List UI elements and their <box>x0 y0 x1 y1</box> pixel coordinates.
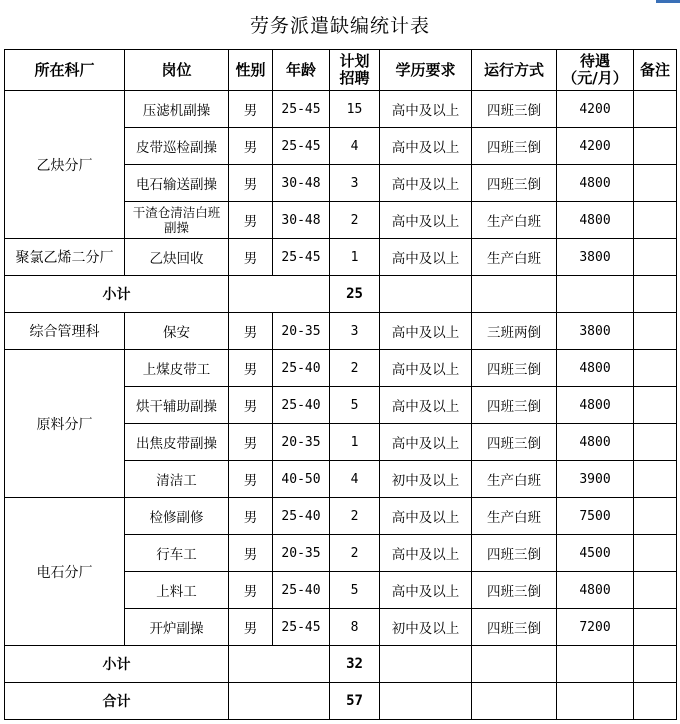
age-cell[interactable]: 25-45 <box>273 91 330 128</box>
post-cell[interactable]: 出焦皮带副操 <box>125 424 229 461</box>
header-dept[interactable]: 所在科厂 <box>5 50 125 91</box>
header-age[interactable]: 年龄 <box>273 50 330 91</box>
table-row <box>5 350 677 387</box>
gender-cell[interactable]: 男 <box>229 239 273 276</box>
post-cell[interactable]: 行车工 <box>125 535 229 572</box>
header-shift[interactable]: 运行方式 <box>472 50 557 91</box>
note-cell[interactable] <box>634 239 677 276</box>
age-cell[interactable]: 25-40 <box>273 387 330 424</box>
dept-cell-material[interactable]: 原料分厂 <box>5 350 125 498</box>
subtotal-label[interactable]: 小计 <box>5 646 229 683</box>
gender-cell[interactable]: 男 <box>229 128 273 165</box>
staffing-table <box>4 49 677 720</box>
pay-cell[interactable]: 4800 <box>557 165 634 202</box>
empty-cell[interactable] <box>634 646 677 683</box>
edu-cell[interactable]: 高中及以上 <box>380 424 472 461</box>
header-post[interactable]: 岗位 <box>125 50 229 91</box>
shift-cell[interactable]: 四班三倒 <box>472 535 557 572</box>
edu-cell[interactable]: 高中及以上 <box>380 239 472 276</box>
gender-cell[interactable]: 男 <box>229 165 273 202</box>
post-cell[interactable]: 开炉副操 <box>125 609 229 646</box>
empty-cell[interactable] <box>472 276 557 313</box>
note-cell[interactable] <box>634 572 677 609</box>
pay-cell[interactable]: 4800 <box>557 424 634 461</box>
post-cell[interactable]: 上料工 <box>125 572 229 609</box>
post-cell[interactable]: 清洁工 <box>125 461 229 498</box>
pay-cell[interactable]: 4800 <box>557 202 634 239</box>
age-cell[interactable]: 30-48 <box>273 165 330 202</box>
plan-cell[interactable]: 4 <box>330 128 380 165</box>
header-pay-line2: （元/月） <box>562 69 628 87</box>
note-cell[interactable] <box>634 165 677 202</box>
total-label[interactable]: 合计 <box>5 683 229 720</box>
plan-cell[interactable]: 4 <box>330 461 380 498</box>
empty-cell[interactable] <box>380 646 472 683</box>
plan-cell[interactable]: 15 <box>330 91 380 128</box>
empty-cell[interactable] <box>634 683 677 720</box>
edu-cell[interactable]: 初中及以上 <box>380 609 472 646</box>
dept-cell-admin[interactable]: 综合管理科 <box>5 313 125 350</box>
age-cell[interactable]: 25-40 <box>273 350 330 387</box>
pay-cell[interactable]: 4200 <box>557 91 634 128</box>
edu-cell[interactable]: 高中及以上 <box>380 91 472 128</box>
edu-cell[interactable]: 高中及以上 <box>380 572 472 609</box>
note-cell[interactable] <box>634 424 677 461</box>
pay-cell[interactable]: 4800 <box>557 387 634 424</box>
age-cell[interactable]: 25-40 <box>273 498 330 535</box>
empty-cell[interactable] <box>634 276 677 313</box>
pay-cell[interactable]: 3800 <box>557 239 634 276</box>
gender-cell[interactable]: 男 <box>229 313 273 350</box>
plan-cell[interactable]: 2 <box>330 202 380 239</box>
shift-cell[interactable]: 生产白班 <box>472 202 557 239</box>
empty-cell[interactable] <box>472 683 557 720</box>
dept-cell-pvc2[interactable]: 聚氯乙烯二分厂 <box>5 239 125 276</box>
subtotal-empty-cell[interactable] <box>229 276 330 313</box>
table-row <box>5 239 677 276</box>
note-cell[interactable] <box>634 202 677 239</box>
pay-cell[interactable]: 7500 <box>557 498 634 535</box>
header-gender[interactable]: 性别 <box>229 50 273 91</box>
total-empty-cell[interactable] <box>229 683 330 720</box>
pay-cell[interactable]: 4200 <box>557 128 634 165</box>
window-edge-accent <box>656 0 680 3</box>
note-cell[interactable] <box>634 535 677 572</box>
age-cell[interactable]: 25-45 <box>273 239 330 276</box>
gender-cell[interactable]: 男 <box>229 350 273 387</box>
subtotal-label[interactable]: 小计 <box>5 276 229 313</box>
post-cell[interactable]: 皮带巡检副操 <box>125 128 229 165</box>
shift-cell[interactable]: 四班三倒 <box>472 128 557 165</box>
note-cell[interactable] <box>634 498 677 535</box>
shift-cell[interactable]: 四班三倒 <box>472 572 557 609</box>
post-cell[interactable]: 上煤皮带工 <box>125 350 229 387</box>
subtotal-row <box>5 276 677 313</box>
note-cell[interactable] <box>634 91 677 128</box>
post-cell[interactable]: 干渣仓清洁白班副操 <box>125 202 229 239</box>
plan-cell[interactable]: 8 <box>330 609 380 646</box>
post-cell[interactable]: 压滤机副操 <box>125 91 229 128</box>
gender-cell[interactable]: 男 <box>229 461 273 498</box>
gender-cell[interactable]: 男 <box>229 387 273 424</box>
table-row <box>5 498 677 535</box>
empty-cell[interactable] <box>472 646 557 683</box>
edu-cell[interactable]: 初中及以上 <box>380 461 472 498</box>
note-cell[interactable] <box>634 609 677 646</box>
gender-cell[interactable]: 男 <box>229 91 273 128</box>
shift-cell[interactable]: 四班三倒 <box>472 91 557 128</box>
dept-cell-carbide[interactable]: 电石分厂 <box>5 498 125 646</box>
header-plan-line2: 招聘 <box>339 69 370 87</box>
plan-cell[interactable]: 1 <box>330 424 380 461</box>
plan-cell[interactable]: 2 <box>330 535 380 572</box>
plan-cell[interactable]: 3 <box>330 313 380 350</box>
plan-cell[interactable]: 5 <box>330 387 380 424</box>
pay-cell[interactable]: 3800 <box>557 313 634 350</box>
header-row <box>5 50 677 91</box>
post-cell[interactable]: 检修副修 <box>125 498 229 535</box>
shift-cell[interactable]: 四班三倒 <box>472 165 557 202</box>
shift-cell[interactable]: 生产白班 <box>472 239 557 276</box>
post-cell[interactable]: 烘干辅助副操 <box>125 387 229 424</box>
gender-cell[interactable]: 男 <box>229 424 273 461</box>
shift-cell[interactable]: 四班三倒 <box>472 387 557 424</box>
note-cell[interactable] <box>634 387 677 424</box>
shift-cell[interactable]: 四班三倒 <box>472 424 557 461</box>
sheet-title: 劳务派遣缺编统计表 <box>249 15 430 37</box>
age-cell[interactable]: 40-50 <box>273 461 330 498</box>
edu-cell[interactable]: 高中及以上 <box>380 498 472 535</box>
header-pay[interactable] <box>557 50 634 91</box>
pay-cell[interactable]: 4800 <box>557 572 634 609</box>
plan-cell[interactable]: 2 <box>330 498 380 535</box>
note-cell[interactable] <box>634 350 677 387</box>
total-value[interactable]: 57 <box>330 683 380 720</box>
gender-cell[interactable]: 男 <box>229 498 273 535</box>
gender-cell[interactable]: 男 <box>229 535 273 572</box>
note-cell[interactable] <box>634 128 677 165</box>
note-cell[interactable] <box>634 313 677 350</box>
gender-cell[interactable]: 男 <box>229 572 273 609</box>
shift-cell[interactable]: 三班两倒 <box>472 313 557 350</box>
header-note[interactable]: 备注 <box>634 50 677 91</box>
age-cell[interactable]: 30-48 <box>273 202 330 239</box>
edu-cell[interactable]: 高中及以上 <box>380 128 472 165</box>
age-cell[interactable]: 20-35 <box>273 313 330 350</box>
edu-cell[interactable]: 高中及以上 <box>380 313 472 350</box>
pay-cell[interactable]: 3900 <box>557 461 634 498</box>
shift-cell[interactable]: 四班三倒 <box>472 350 557 387</box>
edu-cell[interactable]: 高中及以上 <box>380 387 472 424</box>
plan-cell[interactable]: 2 <box>330 350 380 387</box>
header-plan[interactable] <box>330 50 380 91</box>
table-row <box>5 313 677 350</box>
empty-cell[interactable] <box>380 683 472 720</box>
plan-cell[interactable]: 1 <box>330 239 380 276</box>
header-pay-line1: 待遇 <box>579 52 610 70</box>
pay-cell[interactable]: 4800 <box>557 350 634 387</box>
plan-cell[interactable]: 3 <box>330 165 380 202</box>
pay-cell[interactable]: 4500 <box>557 535 634 572</box>
shift-cell[interactable]: 四班三倒 <box>472 609 557 646</box>
post-cell[interactable]: 保安 <box>125 313 229 350</box>
header-plan-line1: 计划 <box>339 52 370 70</box>
age-cell[interactable]: 20-35 <box>273 424 330 461</box>
subtotal-row <box>5 646 677 683</box>
subtotal-value[interactable]: 25 <box>330 276 380 313</box>
edu-cell[interactable]: 高中及以上 <box>380 202 472 239</box>
edu-cell[interactable]: 高中及以上 <box>380 350 472 387</box>
edu-cell[interactable]: 高中及以上 <box>380 535 472 572</box>
dept-cell-acetylene[interactable]: 乙炔分厂 <box>5 91 125 239</box>
edu-cell[interactable]: 高中及以上 <box>380 165 472 202</box>
age-cell[interactable]: 25-40 <box>273 572 330 609</box>
gender-cell[interactable]: 男 <box>229 202 273 239</box>
shift-cell[interactable]: 生产白班 <box>472 461 557 498</box>
gender-cell[interactable]: 男 <box>229 609 273 646</box>
empty-cell[interactable] <box>557 683 634 720</box>
age-cell[interactable]: 25-45 <box>273 128 330 165</box>
pay-cell[interactable]: 7200 <box>557 609 634 646</box>
age-cell[interactable]: 25-45 <box>273 609 330 646</box>
table-row <box>5 91 677 128</box>
total-row <box>5 683 677 720</box>
note-cell[interactable] <box>634 461 677 498</box>
subtotal-value[interactable]: 32 <box>330 646 380 683</box>
shift-cell[interactable]: 生产白班 <box>472 498 557 535</box>
subtotal-empty-cell[interactable] <box>229 646 330 683</box>
empty-cell[interactable] <box>557 276 634 313</box>
empty-cell[interactable] <box>380 276 472 313</box>
plan-cell[interactable]: 5 <box>330 572 380 609</box>
post-cell[interactable]: 乙炔回收 <box>125 239 229 276</box>
age-cell[interactable]: 20-35 <box>273 535 330 572</box>
header-edu[interactable]: 学历要求 <box>380 50 472 91</box>
empty-cell[interactable] <box>557 646 634 683</box>
post-cell[interactable]: 电石输送副操 <box>125 165 229 202</box>
